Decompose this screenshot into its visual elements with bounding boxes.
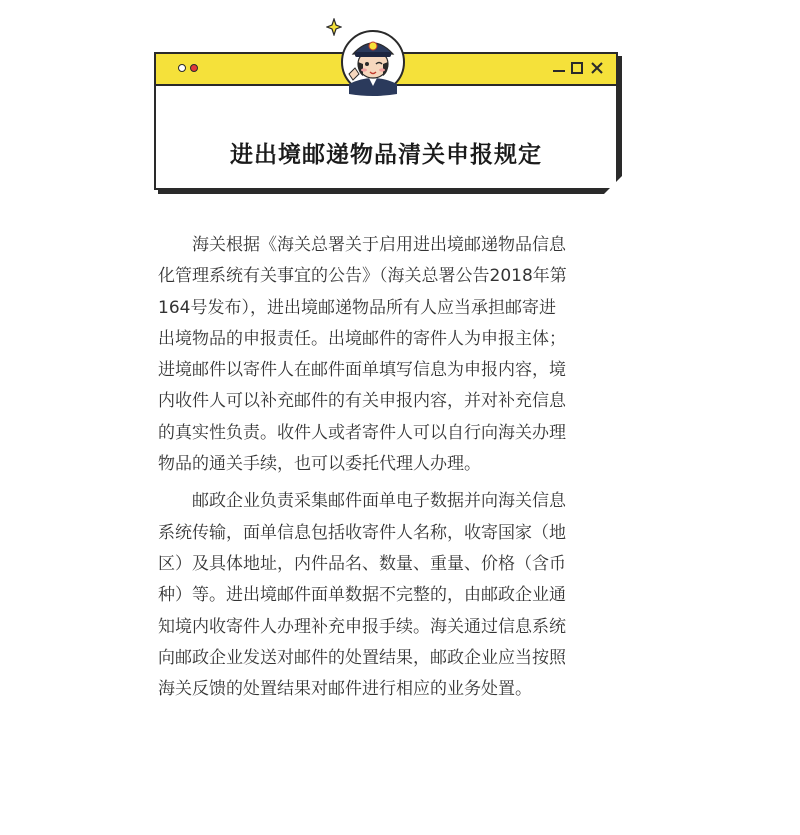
page-title: 进出境邮递物品清关申报规定 — [230, 141, 542, 168]
text-line: 系统传输，面单信息包括收寄件人名称，收寄国家（地 — [158, 522, 566, 543]
text-line: 进境邮件以寄件人在邮件面单填写信息为申报内容，境 — [158, 360, 566, 381]
text-line: 邮政企业负责采集邮件面单电子数据并向海关信息 — [158, 491, 566, 512]
window-dot-red — [190, 64, 198, 72]
close-icon — [590, 61, 604, 75]
text-line: 内收件人可以补充邮件的有关申报内容，并对补充信息 — [158, 391, 566, 412]
minimize-icon — [552, 61, 566, 75]
text-line: 知境内收寄件人办理补充申报手续。海关通过信息系统 — [158, 616, 566, 637]
text-line: 海关根据《海关总署关于启用进出境邮递物品信息 — [158, 235, 566, 255]
maximize-icon — [570, 61, 584, 75]
text-line: 化管理系统有关事宜的公告》（海关总署公告2018年第 — [158, 266, 567, 287]
article-body — [158, 230, 618, 705]
window-dot-white — [178, 64, 186, 72]
paragraph-2 — [158, 486, 618, 705]
customs-officer-avatar-icon — [339, 24, 407, 98]
text-line: 海关反馈的处置结果对邮件进行相应的业务处置。 — [158, 679, 532, 700]
text-line: 164号发布），进出境邮递物品所有人应当承担邮寄进 — [158, 297, 556, 318]
page-fold-corner — [604, 176, 622, 194]
text-line: 出境物品的申报责任。出境邮件的寄件人为申报主体； — [158, 328, 566, 349]
text-line: 区）及具体地址，内件品名、数量、重量、价格（含币 — [158, 553, 566, 574]
text-line: 物品的通关手续，也可以委托代理人办理。 — [158, 454, 481, 475]
text-line: 向邮政企业发送对邮件的处置结果，邮政企业应当按照 — [158, 647, 566, 668]
text-line: 的真实性负责。收件人或者寄件人可以自行向海关办理 — [158, 422, 566, 443]
text-line: 种）等。进出境邮件面单数据不完整的，由邮政企业通 — [158, 585, 566, 606]
paragraph-1 — [158, 230, 618, 480]
